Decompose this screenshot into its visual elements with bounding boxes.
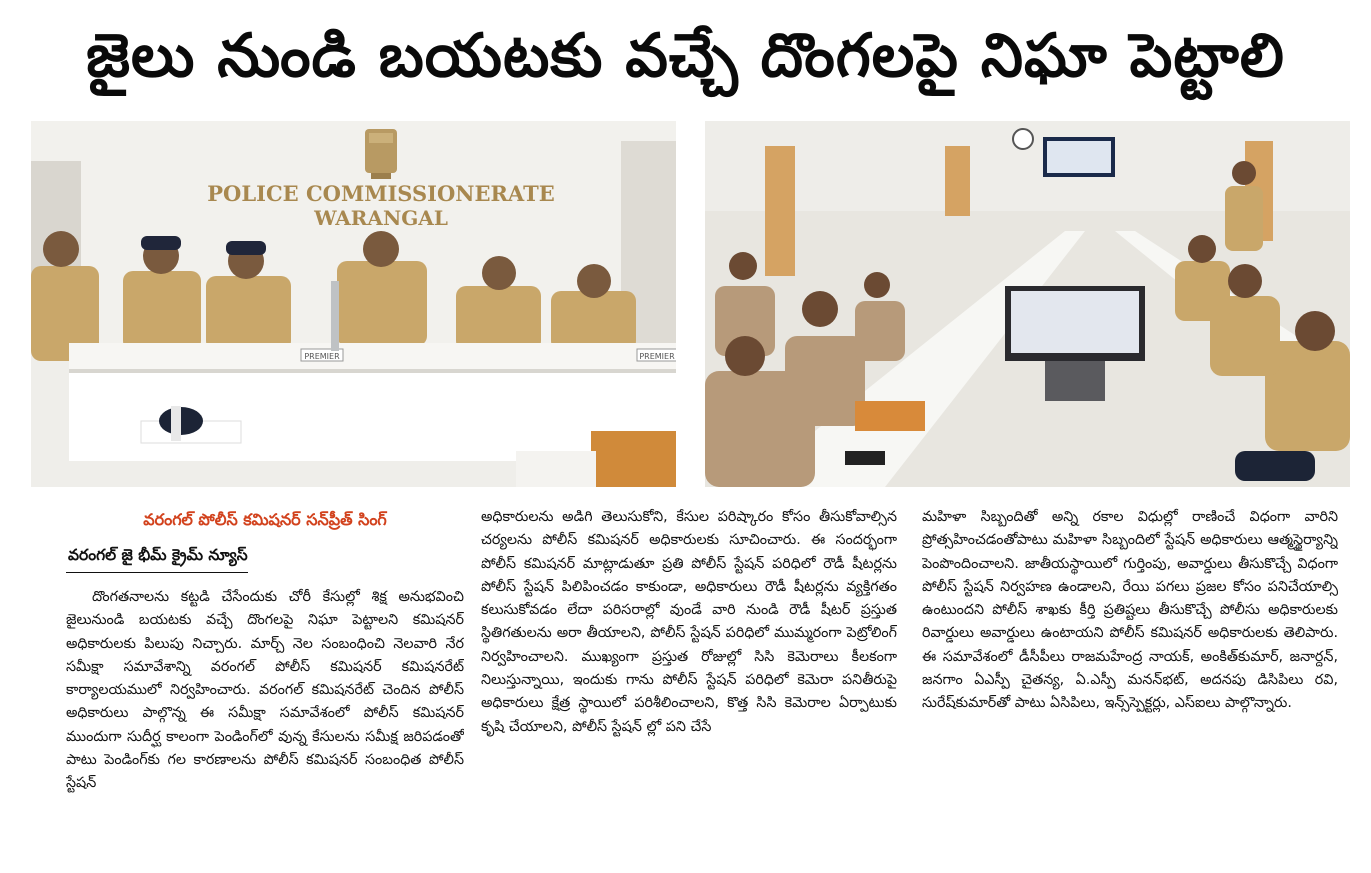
article-paragraph-1: దొంగతనాలను కట్టడి చేసేందుకు చోరీ కేసుల్లో శిక్ష అనుభవించి జైలునుండి బయటకు వచ్చే దొంగలపై నిఘా పెట్టాలని కమిషనర్ అధికారులకు పిలుపు నిచ్చారు. మార్చ్ నెల సంబంధించి నెలవారి నేర సమీక్షా సమావేశాన్ని వరంగల్ పోలీస్ కమిషనర్ కమిషనరేట్ కార్యాలయములో నిర్వహించారు. వరంగల్ కమిషనరేట్ చెందిన పోలీస్ అధికారులు పాల్గొన్న ఈ సమీక్షా సమావేశంలో పోలీస్ కమిషనర్ ముందుగా సుదీర్ఘ కాలంగా పెండింగ్‌లో వున్న కేసులను సమీక్ష జరిపడంతో పాటు పెండింగ్‌కు గల కారణాలను పోలీస్ కమిషనర్ సంబంధిత పోలీస్ స్టేషన్ [66, 589, 464, 792]
emblem-icon [365, 129, 397, 179]
nameplate-1: PREMIER [304, 352, 340, 361]
sign-line-2: WARANGAL [314, 206, 448, 230]
photo-conference-hall [705, 121, 1350, 487]
article-column-2 [481, 506, 897, 862]
article-paragraph-2: అధికారులను అడిగి తెలుసుకోని, కేసుల పరిష్కారం కోసం తీసుకోవాల్సిన చర్యలను పోలీస్ కమిషనర్ అధికారులకు సూచించారు. ఈ సందర్భంగా పోలీస్ కమిషనర్ మాట్లాడుతూ ప్రతి పోలీస్ స్టేషన్ పరిధిలో రౌడీ షీటర్లను పోలీస్ స్టేషన్ పిలిపించడం కాకుండా, అధికారులు రౌడీ షీటర్లను వ్యక్తిగతం కలుసుకోవడం లేదా పరిసరాల్లో వుండే వారి నుండి రౌడీ షీటర్ ప్రస్తుత స్థితిగతులను అరా తీయాలని, పోలీస్ స్టేషన్ పరిధిలో ముమ్మరంగా పెట్రోలింగ్ నిర్వహించాలని. ముఖ్యంగా ప్రస్తుత రోజుల్లో సిసి కెమెరాలు కీలకంగా నిలుస్తున్నాయి, ఇందుకు గాను పోలీస్ స్టేషన్ పరిధిలో కెమెరా పనితీరుపై అధికారులు క్షేత్ర స్థాయిలో పరిశీలించాలని, కొత్త సిసి కెమెరాల ఏర్పాటుకు కృషి చేయాలని, పోలీస్ స్టేషన్ ల్లో పని చేసే [481, 509, 897, 735]
sign-line-1: POLICE COMMISSIONERATE [207, 181, 555, 206]
article-paragraph-3: మహిళా సిబ్బందితో అన్ని రకాల విధుల్లో రాణించే విధంగా వారిని ప్రోత్సహించడంతోపాటు మహిళా సిబ్బందిలో స్టేషన్ అధికారులు ఆత్మస్థైర్యాన్ని పెంపొందించాలని. జాతీయస్థాయిలో గుర్తింపు, అవార్డులు తీసుకొచ్చే విధంగా పోలీస్ స్టేషన్ నిర్వహణ ఉండాలని, రేయి పగలు ప్రజల కోసం పనిచేయాల్సి ఉంటుందని పోలీస్ శాఖకు కీర్తి ప్రతిష్టలు తీసుకొచ్చే పోలీసు అధికారులకు రివార్డులు అవార్డులు ఉంటాయని పోలీస్ కమిషనర్ అధికారులకు తెలిపారు. ఈ సమావేశంలో డీసీపీలు రాజమహేంద్ర నాయక్, అంకిత్‌కుమార్, జనార్దన్, జనగాం ఏఎస్పీ చైతన్య, ఏ.ఎస్పీ మనన్‌భట్, అదనపు డిసిపిలు రవి, సురేష్‌కుమార్‌తో పాటు ఏసిపిలు, ఇన్స్‌స్పెక్టర్లు, ఎస్‌ఐలు పాల్గొన్నారు. [922, 509, 1338, 712]
article-column-1 [66, 586, 464, 866]
clock-icon [1013, 129, 1033, 149]
photo-dais-meeting [31, 121, 676, 487]
headline: జైలు నుండి బయటకు వచ్చే దొంగలపై నిఘా పెట్టాలి [86, 21, 1285, 91]
nameplate-2: PREMIER [639, 352, 675, 361]
article-dateline: వరంగల్ జై భీమ్ క్రైమ్ న్యూస్ [66, 542, 248, 573]
article-byline: వరంగల్ పోలీస్ కమిషనర్ సన్‌ప్రీత్ సింగ్ [143, 510, 387, 529]
article-column-3 [922, 506, 1338, 862]
